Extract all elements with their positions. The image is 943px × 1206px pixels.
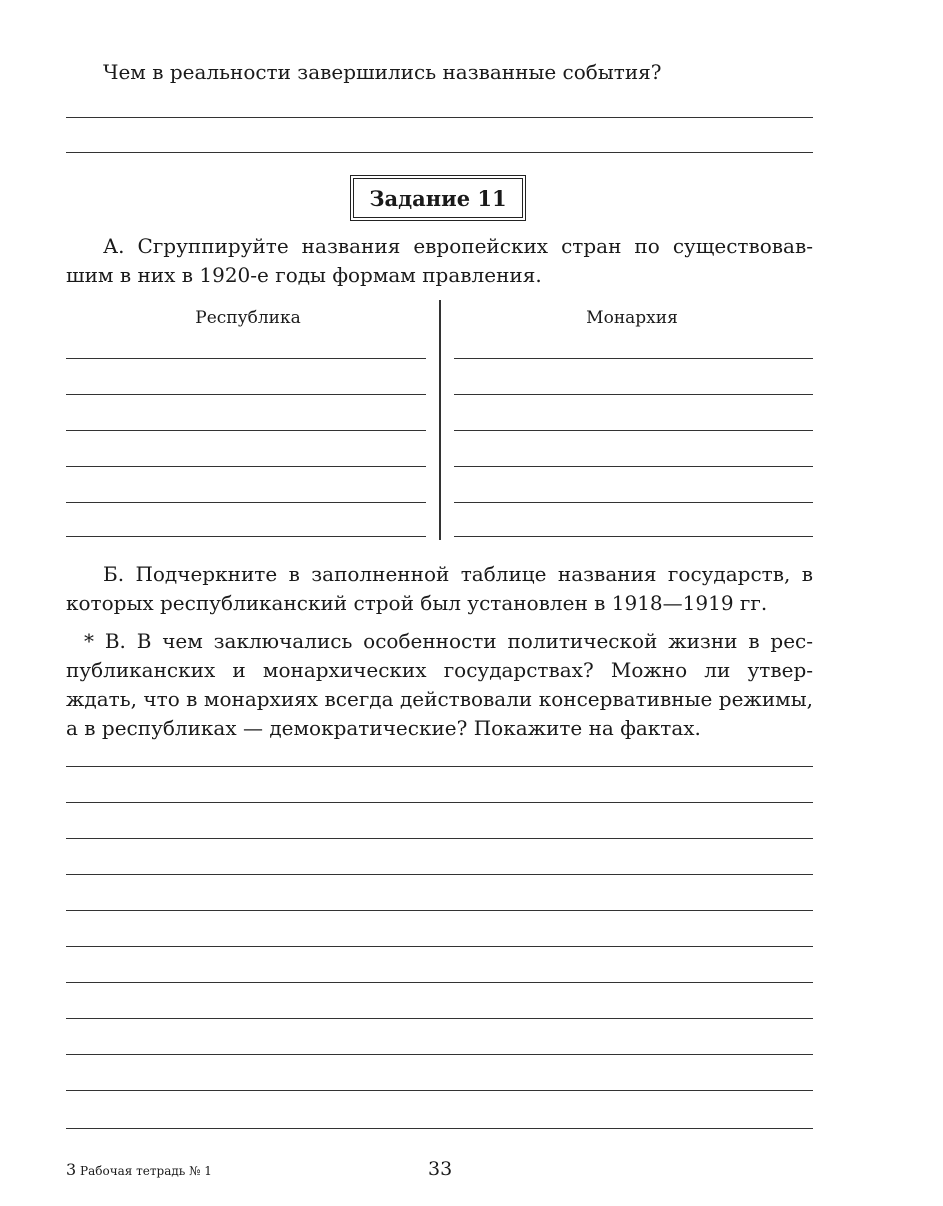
part-c-line-4: а в республиках — демократические? Покажите на фактах. [66,716,701,740]
answer-line[interactable] [66,1090,813,1091]
part-b-line-1: Б. Подчеркните в заполненной таблице названия государств, в [103,562,813,586]
table-header-republic: Республика [195,308,301,328]
monarchy-line[interactable] [454,358,813,359]
task-title: Задание 11 [369,185,507,211]
top-question: Чем в реальности завершились названные события? [103,60,662,84]
answer-line[interactable] [66,946,813,947]
answer-line[interactable] [66,1018,813,1019]
part-c-line-1: * В. В чем заключались особенности политической жизни в рес- [84,629,813,653]
table-header-monarchy: Монархия [586,308,678,328]
republic-line[interactable] [66,358,426,359]
answer-line[interactable] [66,802,813,803]
answer-line[interactable] [66,838,813,839]
answer-line[interactable] [66,910,813,911]
part-b-line-2: которых республиканский строй был установлен в 1918—1919 гг. [66,591,768,615]
answer-line[interactable] [66,117,813,118]
republic-line[interactable] [66,394,426,395]
republic-line[interactable] [66,430,426,431]
task-title-box [353,178,523,218]
monarchy-line[interactable] [454,502,813,503]
answer-line[interactable] [66,982,813,983]
part-c-line-2: публиканских и монархических государствах? Можно ли утвер- [66,658,813,682]
footer-workbook [66,1160,212,1179]
answer-line[interactable] [66,1128,813,1129]
footer-workbook-label: Рабочая тетрадь № 1 [80,1164,212,1178]
page-number: 33 [428,1158,453,1180]
monarchy-line[interactable] [454,394,813,395]
monarchy-line[interactable] [454,466,813,467]
part-a-line-2: шим в них в 1920-е годы формам правления. [66,263,542,287]
part-a-line-1: А. Сгруппируйте названия европейских стран по существовав- [103,234,813,258]
answer-line[interactable] [66,1054,813,1055]
monarchy-line[interactable] [454,430,813,431]
answer-line[interactable] [66,766,813,767]
part-c-line-3: ждать, что в монархиях всегда действовали консервативные режимы, [66,687,813,711]
monarchy-line[interactable] [454,536,813,537]
footer-section-number: 3 [66,1160,77,1179]
answer-line[interactable] [66,152,813,153]
republic-line[interactable] [66,502,426,503]
republic-line[interactable] [66,536,426,537]
table-divider [439,300,441,540]
republic-line[interactable] [66,466,426,467]
answer-line[interactable] [66,874,813,875]
